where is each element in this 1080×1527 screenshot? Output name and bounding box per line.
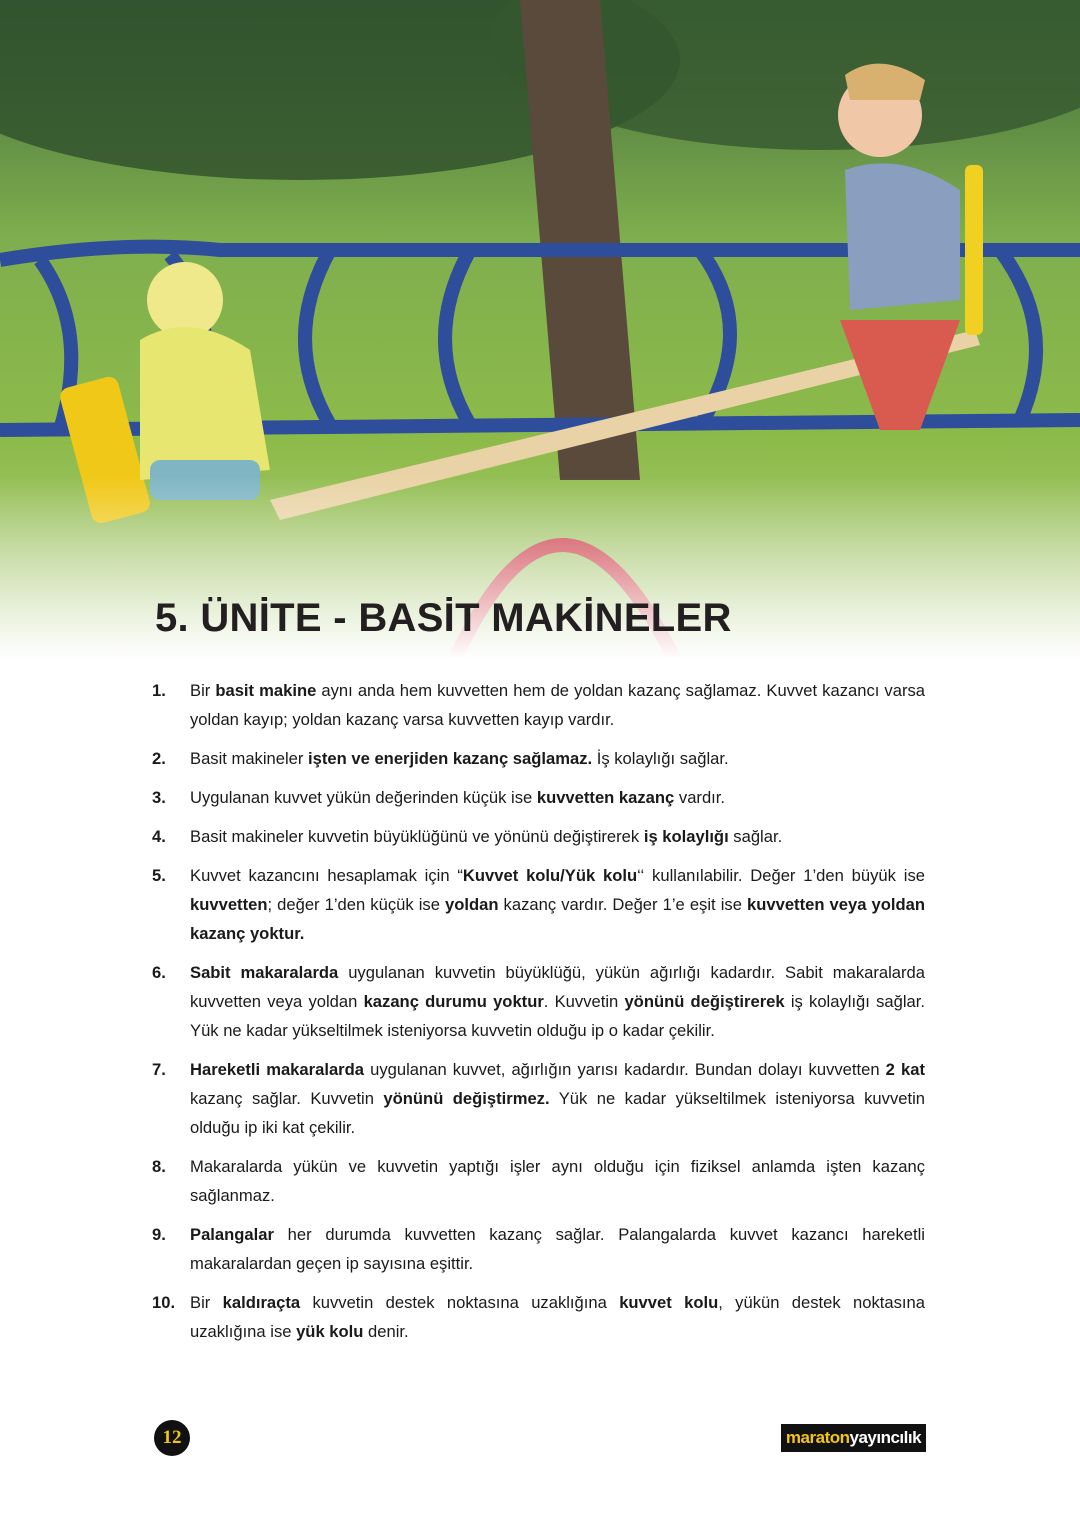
item-number: 5. [152,866,166,885]
page-number: 12 [154,1420,190,1456]
bold-text: Kuvvet kolu/Yük kolu [462,866,638,885]
item-number: 6. [152,963,166,982]
text-segment: Basit makineler kuvvetin büyüklüğünü ve yönünü değiştirerek [190,827,644,846]
text-segment: Yük ne kadar yükseltilmek isteniyorsa kuvvetin olduğu ip iki kat çekilir. [190,1089,926,1137]
bold-text: yük kolu [296,1322,364,1341]
text-segment: Bir [190,681,216,700]
bold-text: kaldıraçta [222,1293,301,1312]
page-title: 5. ÜNİTE - BASİT MAKİNELER [155,596,732,640]
item-number: 10. [152,1293,176,1312]
item-text [190,1220,925,1278]
bold-text: 2 kat [885,1060,925,1079]
text-segment: Uygulanan kuvvet yükün değerinden küçük ise [190,788,537,807]
item-text [190,958,925,1045]
text-segment: vardır. [674,788,726,807]
bold-text: yönünü değiştirerek [624,992,785,1011]
bold-text: kuvvetten veya yoldan kazanç yoktur. [190,895,925,943]
brand-part-1: maraton [785,1428,850,1447]
bold-text: yoldan [445,895,499,914]
item-text [190,1288,925,1346]
list-item [152,783,925,812]
text-segment: kazanç sağlar. Kuvvetin [190,1089,384,1108]
bold-text: Palangalar [190,1225,274,1244]
item-number: 4. [152,827,166,846]
item-text [190,676,925,734]
bold-text: basit makine [215,681,317,700]
text-segment: denir. [363,1322,409,1341]
text-segment: İş kolaylığı sağlar. [592,749,729,768]
list-item [152,958,925,1045]
text-segment: her durumda kuvvetten kazanç sağlar. Palangalarda kuvvet kazancı hareketli makaralardan geçen ip sayısına eşittir. [190,1225,925,1273]
item-number: 1. [152,681,166,700]
bold-text: işten ve enerjiden kazanç sağlamaz. [308,749,593,768]
item-text [190,822,925,851]
item-text [190,783,925,812]
text-segment: kazanç vardır. Değer 1’e eşit ise [498,895,747,914]
item-number: 9. [152,1225,166,1244]
bold-text: kuvvetten kazanç [536,788,675,807]
hero-photo-seesaw [0,0,1080,680]
publisher-logo [781,1424,926,1452]
bold-text: yönünü değiştirmez. [383,1089,550,1108]
text-segment: Basit makineler [190,749,309,768]
item-text [190,861,925,948]
item-text [190,744,925,773]
text-segment: Kuvvet kazancını hesaplamak için “ [190,866,463,885]
item-text [190,1055,925,1142]
text-segment: kuvvetin destek noktasına uzaklığına [300,1293,620,1312]
list-item [152,1288,925,1346]
text-segment: , yükün destek noktasına uzaklığına ise [190,1293,925,1341]
list-item [152,1055,925,1142]
bold-text: iş kolaylığı [643,827,729,846]
bold-text: kuvvet kolu [619,1293,719,1312]
bold-text: kuvvetten [190,895,268,914]
text-segment: ; değer 1’den küçük ise [267,895,445,914]
text-segment: Makaralarda yükün ve kuvvetin yaptığı işler aynı olduğu için fiziksel anlamda işten kazanç sağlanmaz. [190,1157,925,1205]
text-segment: Bir [190,1293,223,1312]
item-number: 8. [152,1157,166,1176]
bold-text: Hareketli makaralarda [190,1060,364,1079]
text-segment: . Kuvvetin [543,992,625,1011]
list-item [152,861,925,948]
text-segment: ‘‘ kullanılabilir. Değer 1’den büyük ise [637,866,925,885]
bold-text: kazanç durumu yoktur [363,992,544,1011]
item-number: 7. [152,1060,166,1079]
bold-text: Sabit makaralarda [190,963,339,982]
item-number: 3. [152,788,166,807]
list-item [152,744,925,773]
text-segment: uygulanan kuvvet, ağırlığın yarısı kadardır. Bundan dolayı kuvvetten [364,1060,886,1079]
text-segment: aynı anda hem kuvvetten hem de yoldan kazanç sağlamaz. Kuvvet kazancı varsa yoldan kayıp; yoldan kazanç varsa kuvvetten kayıp vardır. [190,681,925,729]
list-item [152,676,925,734]
facts-list [152,676,925,1356]
text-segment: uygulanan kuvvetin büyüklüğü, yükün ağırlığı kadardır. Sabit makaralarda kuvvetten veya yoldan [190,963,925,1011]
text-segment: iş kolaylığı sağlar. Yük ne kadar yükseltilmek isteniyorsa kuvvetin olduğu ip o kadar çekilir. [190,992,925,1040]
brand-part-2: yayıncılık [849,1428,922,1447]
item-text [190,1152,925,1210]
text-segment: sağlar. [728,827,783,846]
list-item [152,1152,925,1210]
item-number: 2. [152,749,166,768]
list-item [152,822,925,851]
list-item [152,1220,925,1278]
